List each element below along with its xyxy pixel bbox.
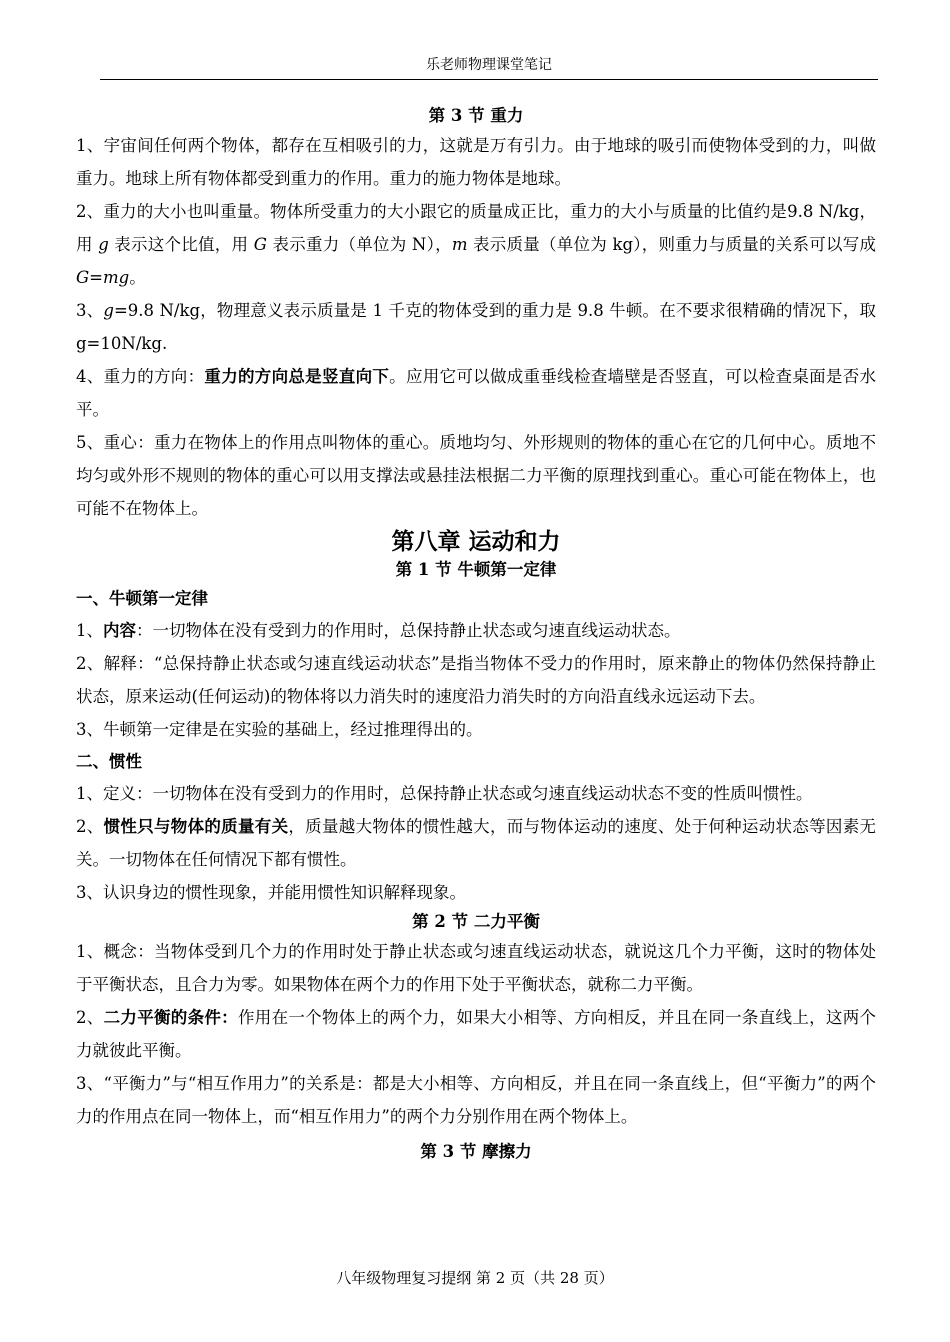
balance-para-2: 2、二力平衡的条件：作用在一个物体上的两个力，如果大小相等、方向相反，并且在同一条直线上，这两个力就彼此平衡。 xyxy=(76,1008,877,1060)
page-header: 乐老师物理课堂笔记 xyxy=(100,54,878,80)
page-footer: 八年级物理复习提纲 第 2 页（共 28 页） xyxy=(336,1269,614,1287)
newton-para-3: 3、牛顿第一定律是在实验的基础上，经过推理得出的。 xyxy=(76,720,483,739)
newton-para-1: 1、内容：一切物体在没有受到力的作用时，总保持静止状态或匀速直线运动状态。 xyxy=(76,621,681,640)
gravity-para-4: 4、重力的方向：重力的方向总是竖直向下。应用它可以做成重垂线检查墙壁是否竖直，可以检查桌面是否水平。 xyxy=(76,367,877,419)
section-title-balance: 第 2 节 二力平衡 xyxy=(412,912,540,931)
section-title-gravity: 第 3 节 重力 xyxy=(428,106,524,125)
gravity-para-3: 3、g=9.8 N/kg，物理意义表示质量是 1 千克的物体受到的重力是 9.8 牛顿。在不要求很精确的情况下，取 g=10N/kg. xyxy=(76,301,877,353)
gravity-para-2: 2、重力的大小也叫重量。物体所受重力的大小跟它的质量成正比，重力的大小与质量的比值约是9.8 N/kg，用 g 表示这个比值，用 G 表示重力（单位为 N），m 表示质量（单位为 kg），则重力与质量的关系可以写成 G=mg。 xyxy=(76,202,876,287)
balance-para-3: 3、“平衡力”与“相互作用力”的关系是：都是大小相等、方向相反，并且在同一条直线上，但“平衡力”的两个力的作用点在同一物体上，而“相互作用力”的两个力分别作用在两个物体上。 xyxy=(76,1074,876,1126)
inertia-para-1: 1、定义：一切物体在没有受到力的作用时，总保持静止状态或匀速直线运动状态不变的性质叫惯性。 xyxy=(76,784,813,803)
gravity-para-1: 1、宇宙间任何两个物体，都存在互相吸引的力，这就是万有引力。由于地球的吸引而使物体受到的力，叫做重力。地球上所有物体都受到重力的作用。重力的施力物体是地球。 xyxy=(76,136,876,188)
subheading-newton-law: 一、牛顿第一定律 xyxy=(76,589,208,608)
gravity-para-5: 5、重心：重力在物体上的作用点叫物体的重心。质地均匀、外形规则的物体的重心在它的几何中心。质地不均匀或外形不规则的物体的重心可以用支撑法或悬挂法根据二力平衡的原理找到重心。重心可能在物体上，也可能不在物体上。 xyxy=(76,433,876,518)
newton-para-2: 2、解释：“总保持静止状态或匀速直线运动状态”是指当物体不受力的作用时，原来静止的物体仍然保持静止状态，原来运动(任何运动)的物体将以力消失时的速度沿力消失时的方向沿直线永远运动下去。 xyxy=(76,654,876,706)
balance-para-1: 1、概念：当物体受到几个力的作用时处于静止状态或匀速直线运动状态，就说这几个力平衡，这时的物体处于平衡状态，且合力为零。如果物体在两个力的作用下处于平衡状态，就称二力平衡。 xyxy=(76,942,876,994)
chapter-title: 第八章 运动和力 xyxy=(391,528,561,555)
subheading-inertia: 二、惯性 xyxy=(76,752,142,771)
inertia-para-3: 3、认识身边的惯性现象，并能用惯性知识解释现象。 xyxy=(76,883,466,902)
inertia-para-2: 2、惯性只与物体的质量有关，质量越大物体的惯性越大，而与物体运动的速度、处于何种运动状态等因素无关。一切物体在任何情况下都有惯性。 xyxy=(76,817,877,869)
document-body xyxy=(76,103,876,1165)
section-title-newton: 第 1 节 牛顿第一定律 xyxy=(395,560,557,579)
section-title-friction: 第 3 节 摩擦力 xyxy=(420,1142,532,1161)
